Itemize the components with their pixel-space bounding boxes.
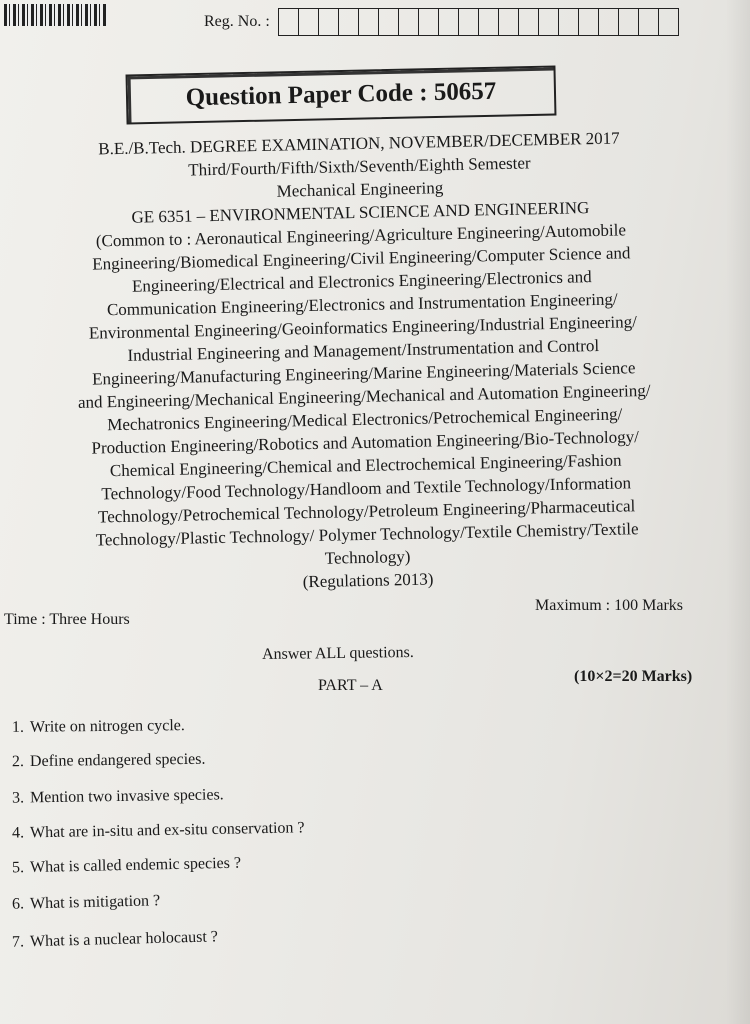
header-line: (Common to : Aeronautical Engineering/Agriculture Engineering/Automobile — [95, 220, 627, 251]
header-line: Mechanical Engineering — [276, 178, 444, 201]
header-line: Engineering/Electrical and Electronics Engineering/Electronics and — [131, 267, 592, 296]
reg-no-box — [639, 8, 659, 36]
reg-no-box — [559, 8, 579, 36]
header-line: Technology/Petrochemical Technology/Petroleum Engineering/Pharmaceutical — [97, 496, 636, 527]
question-number: 2. — [11, 753, 25, 771]
header-line: Third/Fourth/Fifth/Sixth/Seventh/Eighth Semester — [188, 153, 531, 180]
header-line: Chemical Engineering/Chemical and Electrochemical Engineering/Fashion — [109, 450, 622, 481]
question-text: What is mitigation ? — [29, 892, 161, 913]
header-line: Environmental Engineering/Geoinformatics Engineering/Industrial Engineering/ — [88, 312, 637, 343]
header-line: (Regulations 2013) — [302, 569, 434, 592]
question-text: What is a nuclear holocaust ? — [29, 928, 219, 951]
barcode — [4, 4, 108, 26]
reg-no-box — [499, 8, 519, 36]
header-line: GE 6351 – ENVIRONMENTAL SCIENCE AND ENGINEERING — [131, 198, 590, 227]
reg-no-box — [619, 8, 639, 36]
header-line: Technology/Food Technology/Handloom and Textile Technology/Information — [101, 473, 632, 504]
question-text: What is called endemic species ? — [29, 854, 242, 877]
question-number: 5. — [11, 859, 25, 877]
question-text: Write on nitrogen cycle. — [29, 717, 185, 736]
question-item — [12, 786, 224, 807]
reg-no-box — [459, 8, 479, 36]
reg-no-box — [519, 8, 539, 36]
reg-no-box — [579, 8, 599, 36]
exam-header — [0, 124, 733, 599]
reg-no-label: Reg. No. : — [204, 13, 270, 30]
reg-no-box — [539, 8, 559, 36]
question-paper-code: Question Paper Code : 50657 — [126, 66, 557, 125]
header-line: Production Engineering/Robotics and Automation Engineering/Bio-Technology/ — [91, 427, 640, 458]
reg-no-box — [599, 8, 619, 36]
reg-no-box — [359, 8, 379, 36]
reg-no-box — [339, 8, 359, 36]
reg-no-box — [278, 8, 299, 36]
question-number: 1. — [11, 718, 25, 736]
question-item — [12, 928, 218, 951]
reg-no-box — [299, 8, 319, 36]
header-line: Communication Engineering/Electronics and Instrumentation Engineering/ — [106, 289, 618, 320]
question-item — [12, 855, 241, 878]
question-text: Define endangered species. — [29, 750, 206, 771]
reg-no-box — [399, 8, 419, 36]
header-line: Technology) — [324, 546, 411, 568]
header-line: Industrial Engineering and Management/Instrumentation and Control — [127, 335, 600, 365]
reg-no-box — [659, 8, 679, 36]
question-item — [12, 819, 305, 842]
question-text: What are in-situ and ex-situ conservation ? — [29, 819, 305, 842]
reg-no-box — [379, 8, 399, 36]
question-text: Mention two invasive species. — [29, 786, 224, 807]
instruction: Answer ALL questions. — [261, 643, 414, 664]
page-shadow — [726, 0, 750, 1024]
header-line: Engineering/Biomedical Engineering/Civil Engineering/Computer Science and — [92, 243, 631, 274]
header-line: Engineering/Manufacturing Engineering/Marine Engineering/Materials Science — [91, 358, 636, 389]
maximum-marks: Maximum : 100 Marks — [535, 597, 683, 614]
exam-time: Time : Three Hours — [4, 611, 130, 628]
header-line: B.E./B.Tech. DEGREE EXAMINATION, NOVEMBER/DECEMBER 2017 — [98, 128, 620, 159]
part-marks: (10×2=20 Marks) — [574, 668, 693, 685]
question-item — [12, 717, 185, 737]
question-item — [12, 892, 161, 913]
reg-no-field — [204, 8, 679, 36]
question-item — [12, 751, 206, 772]
reg-no-boxes — [278, 8, 679, 36]
reg-no-box — [319, 8, 339, 36]
header-line: and Engineering/Mechanical Engineering/Mechanical and Automation Engineering/ — [77, 380, 651, 412]
question-number: 6. — [11, 895, 25, 913]
header-line: Mechatronics Engineering/Medical Electronics/Petrochemical Engineering/ — [107, 404, 623, 435]
reg-no-box — [439, 8, 459, 36]
part-heading: PART – A — [318, 677, 383, 694]
question-number: 7. — [11, 933, 25, 951]
header-line: Technology/Plastic Technology/ Polymer Technology/Textile Chemistry/Textile — [95, 519, 639, 550]
question-number: 3. — [11, 789, 25, 807]
reg-no-box — [419, 8, 439, 36]
reg-no-box — [479, 8, 499, 36]
question-number: 4. — [11, 824, 25, 842]
